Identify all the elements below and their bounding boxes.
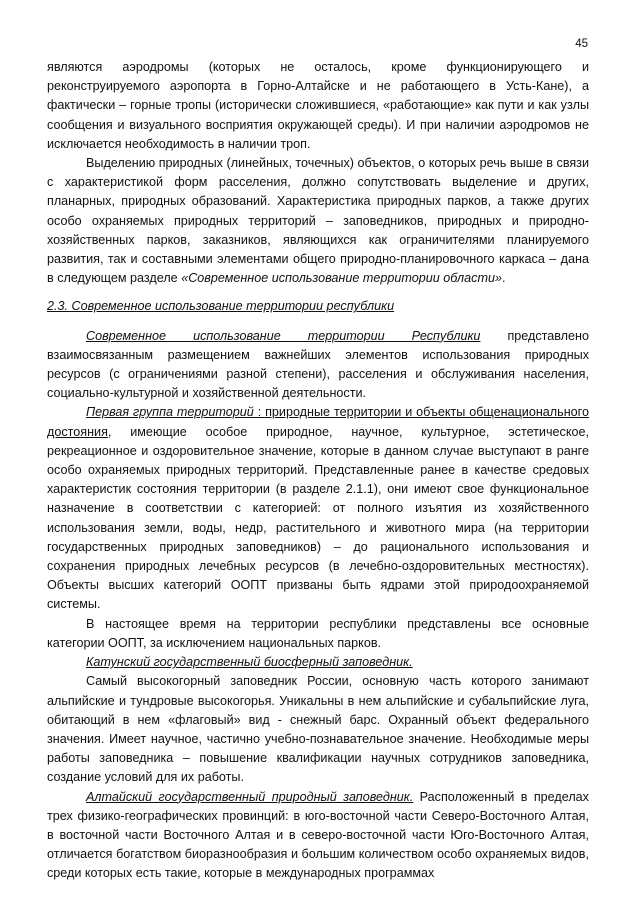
- paragraph-natural-objects: [47, 154, 589, 288]
- paragraph-end: .: [501, 271, 506, 286]
- body-text: [47, 58, 589, 884]
- page-number: 45: [575, 38, 588, 50]
- paragraph-katunsky-description: Самый высокогорный заповедник России, основную часть которого занимают альпийские и тундровые высокогорья. Уникальны в нем альпийские и субальпийские луга, обитающий в нем «флаговый» вид - снежный барс. Охранный объект федерального значения. Имеет научное, частично учебно-познавательное значение. Необходимые меры работы заповедника – повышение квалификации научных сотрудников заповедника, создание условий для их работы.: [47, 674, 589, 785]
- paragraph-text: Выделению природных (линейных, точечных) объектов, о которых речь выше в связи с характеристикой форм расселения, должно сопутствовать выделение и других, планарных, природных образований. Характеристика природных парков, а также других особо охраняемых природных территорий – заповедников, природных и природно-хозяйственных парков, заказников, являющихся как ограничителями планируемого развития, так и составными элементами общего природно-планировочного каркаса – дана в следующем разделе: [47, 156, 589, 286]
- lead-phrase: Первая группа территорий: [86, 405, 254, 420]
- section-heading: 2.3. Современное использование территории республики: [47, 299, 395, 314]
- paragraph-categories: В настоящее время на территории республики представлены все основные категории ООПТ, за исключением национальных парков.: [47, 616, 589, 650]
- reserve-title: Катунский государственный биосферный заповедник.: [86, 655, 413, 670]
- paragraph-current-use: [47, 327, 589, 404]
- paragraph-aerodromes: являются аэродромы (которых не осталось, кроме функционирующего и реконструируемого аэропорта в Горно-Алтайске и не работающего в Усть-Кане), а фактически – горные тропы (исторически сложившиеся, «работающие» как пути и как узлы сообщения и визуального восприятия окружающей среды). И при наличии аэродромов не исключается необходимость в наличии троп.: [47, 60, 589, 151]
- paragraph-text: , имеющие особое природное, научное, культурное, эстетическое, рекреационное и оздоровительное значение, которые в данном случае выступают в ранге особо охраняемых природных территорий. Представленные ранее в качестве средовых характеристик состояния территории (в разделе 2.1.1), они имеют свое функциональное назначение в соответствии с категорией: от полного изъятия из хозяйственного использования земли, воды, недр, растительного и животного мира (на территории государственных природных заповедников) – до рационального использования и сохранения природных лечебных ресурсов (в лечебно-оздоровительных местностях). Объекты высших категорий ООПТ призваны быть ядрами этой природоохраняемой системы.: [47, 424, 589, 612]
- paragraph-text: представлено взаимосвязанным размещением важнейших элементов использования природных ресурсов (с ограничениями разной степени), расселения и обслуживания населения, социально-культурной и хозяйственной деятельности.: [47, 328, 589, 401]
- paragraph-text: Расположенный в пределах трех физико-географических провинций: в юго-восточной части Северо-Восточного Алтая, в восточной части Восточного Алтая и в северо-восточной части Юго-Восточного Алтая, отличается богатством биоразнообразия и большим количеством особо охраняемых видов, среди которых есть такие, которые в международных программах: [47, 789, 589, 881]
- paragraph-katunsky-title: [47, 653, 589, 672]
- reserve-title: Алтайский государственный природный заповедник.: [86, 789, 414, 804]
- lead-phrase: Современное использование территории Республики: [86, 328, 481, 343]
- paragraph-altai-reserve: [47, 788, 589, 884]
- section-reference: «Современное использование территории области»: [181, 271, 502, 286]
- colon: :: [253, 405, 266, 420]
- underlined-phrase: природные территории и объекты общенационального достояния: [47, 405, 589, 439]
- paragraph-first-group: [47, 403, 589, 614]
